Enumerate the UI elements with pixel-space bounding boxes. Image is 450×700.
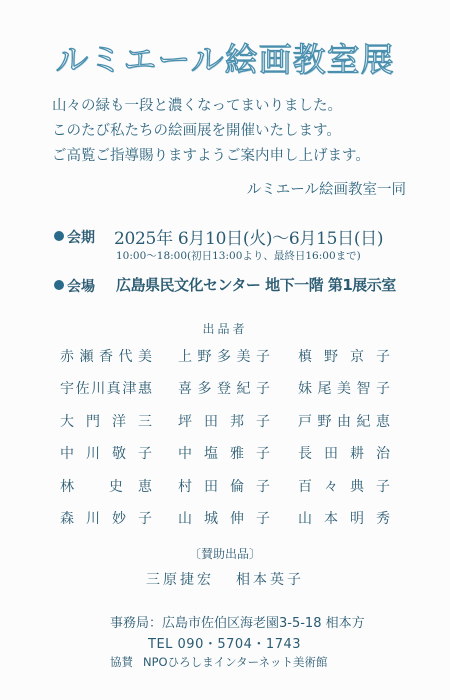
greeting-line: このたび私たちの絵画展を開催いたします。 [52, 123, 341, 139]
greeting-message [52, 94, 422, 169]
exhibitor-name: 赤瀬香代美 [60, 349, 152, 365]
venue-name: 広島県民文化センター 地下一階 第1展示室 [116, 276, 396, 294]
exhibitor-name: 森川妙子 [60, 511, 152, 527]
exhibitor-name: 長田耕治 [298, 446, 390, 462]
sponsor-names [0, 569, 450, 589]
venue-label: 会場 [67, 279, 95, 295]
exhibitor-name: 上野多美子 [178, 349, 270, 365]
phone-number: TEL 090・5704・1743 [148, 637, 302, 652]
period-label: 会期 [67, 230, 95, 246]
office-address: 事務局：広島市佐伯区海老園3-5-18 相本方 [110, 616, 365, 631]
bullet-icon [54, 231, 64, 241]
cosponsor [110, 654, 328, 670]
exhibitor-name: 百々典子 [298, 479, 390, 495]
greeting-line: 山々の緑も一段と濃くなってまいりました。 [52, 98, 342, 114]
exhibitor-name: 中塩雅子 [178, 446, 270, 462]
venue-label-row [54, 276, 95, 296]
exhibition-title: ルミエール絵画教室展 [55, 40, 395, 79]
sponsor-name: 相本英子 [236, 572, 304, 588]
exhibitor-name: 坪田邦子 [178, 414, 270, 430]
sponsors-heading: 〔賛助出品〕 [188, 547, 261, 561]
exhibitor-name: 大門洋三 [60, 414, 152, 430]
bullet-icon [54, 280, 64, 290]
exhibitor-name: 林 史恵 [60, 479, 152, 495]
exhibitor-name: 中川敬子 [60, 446, 152, 462]
exhibitor-name: 戸野由紀恵 [298, 414, 390, 430]
cosponsor-label: 協賛 [110, 655, 133, 669]
exhibitor-name: 喜多登紀子 [178, 381, 270, 397]
greeting-line: ご高覧ご指導賜りますようご案内申し上げます。 [52, 148, 370, 164]
exhibitor-name: 山本明秀 [298, 511, 390, 527]
exhibitor-name: 山城伸子 [178, 511, 270, 527]
period-hours: 10:00〜18:00(初日13:00より、最終日16:00まで) [116, 250, 361, 262]
period-dates: 2025年 6月10日(火)〜6月15日(日) [114, 229, 384, 249]
exhibitor-name: 妹尾美智子 [298, 381, 390, 397]
signature: ルミエール絵画教室一同 [246, 182, 406, 198]
cosponsor-name: NPOひろしまインターネット美術館 [143, 655, 328, 669]
exhibitor-name: 槙野京子 [298, 349, 390, 365]
exhibitor-name: 宇佐川真津惠 [60, 381, 152, 397]
exhibitors-heading: 出品者 [202, 322, 248, 336]
sponsor-name: 三原捷宏 [146, 572, 214, 588]
exhibitor-name: 村田倫子 [178, 479, 270, 495]
period-label-row [54, 227, 95, 247]
